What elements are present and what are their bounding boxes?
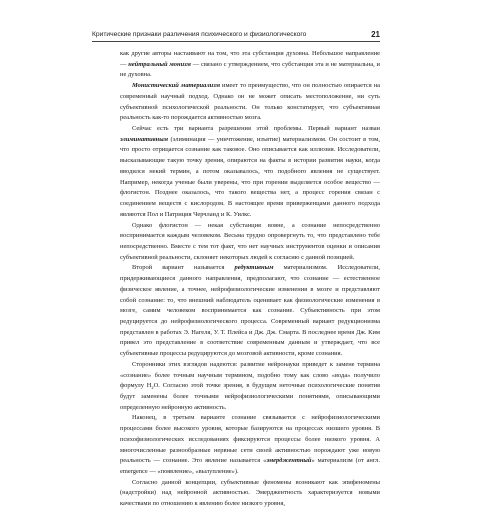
text-run: (элиминация — уничтожение, изъятие) материализмом. Он состоит в том, что просто отрицается сознание как таковое. Оно описывается как иллюзия. Исследователи, высказывающие такую точку зрения, опираются на факты в истории развития науки, когда вводился некий термин, а потом оказывалось, что подобного явления не существует. Например, некогда ученые были уверены, что при горении выделяется особое вещество — флогистон. Позднее оказалось, что такого вещества нет, а процесс горения связан с соединением веществ с кислородом. В настоящее время приверженцами данного подхода являются Пол и Патриция Черчланд и К. Уилкс. [120, 135, 380, 218]
text-run: Наконец, в третьем варианте сознание связывается с нейрофизиологическими процессами более высокого уровня, которые базируются на процессах низшего уровня. В психофизиологических исследованиях фиксируются процессы более низкого уровня. А многочисленные разнообразные нервные сети своей активностью порождают уже новую реальность — сознание. Это явление называется « [120, 414, 380, 465]
paragraph [120, 81, 380, 124]
text-run: O. Согласно этой точке зрения, в будущем неточные психологические понятия будут заменены более точными нейрофизиологическими понятиями, описывающими определенную нейронную активность. [120, 382, 380, 411]
paragraph [120, 413, 380, 477]
text-run: как другие авторы настаивают на том, что эта субстанция духовна. Небольшое направление — [120, 50, 380, 68]
text-run: Сейчас есть три варианта разрешения этой проблемы. Первый вариант назван [132, 125, 380, 133]
paragraph [120, 478, 380, 510]
emphasized-term: редуктивным [234, 264, 274, 272]
paragraph [120, 360, 380, 414]
text-run: — связано с утверждением, что субстанция эта и не материальна, и не духовна. [120, 60, 380, 79]
text-run: Сторонники этих взглядов надеются: развитие нейронауки приведет к замене термина «сознание» более точным научным термином, подобно тому как слово «вода» получило формулу H [120, 360, 380, 390]
page-number: 21 [371, 30, 380, 39]
text-run: имеет то преимущество, что он полностью опирается на современный научный подход. Однако он не может описать местоположение, ни суть субъективной психологической реальности. Он только констатирует, что субъективная реальность как-то порождается активностью мозга. [120, 82, 381, 122]
body-text [120, 49, 380, 510]
paragraph [120, 49, 380, 81]
text-run: Согласно данной концепции, субъективные феномены возникают как эпифеномены (надстройки) над нейронной активностью. Эмерджентность характеризуется новыми качествами по отношению к явлению более низкого уровня, [120, 478, 380, 508]
running-header [92, 27, 380, 42]
text-run: » материализм (от англ. emergence — «появление», «вылупление»). [120, 457, 381, 476]
emphasized-term: элиминативным [120, 135, 169, 143]
emphasized-term: Монистический материализм [132, 82, 220, 90]
running-header-title: Критические признаки различения психического и физиологического [92, 31, 307, 38]
text-run: Второй вариант называется [132, 264, 235, 272]
subscript: 2 [151, 385, 154, 391]
text-run: Однако флогистон — некая субстанция вовне, а сознание непосредственно воспринимается каждым человеком. Весьма трудно опровергнуть то, что представлено тебе непосредственно. Вместе с тем тот факт, что нет научных инструментов оценки и описания субъективной реальности, склоняет некоторых людей к согласию с данной позицией. [120, 221, 380, 261]
emphasized-term: нейтральный монизм [128, 60, 191, 68]
paragraph [120, 263, 380, 359]
paragraph [120, 124, 380, 220]
emphasized-term: эмерджентный [266, 457, 312, 465]
paragraph [120, 221, 380, 264]
text-run: материализмом. Исследователи, придерживающиеся данного направления, предполагают, что сознание — естественное физическое явление, а точнее, нейрофизиологические изменения в мозге и представляют собой сознание: то, что внешний наблюдатель оценивает как физиологические изменения в мозге, самим человеком воспринимается как сознание. Субъективность при этом редуцируется до нейрофизиологического процесса. Современный вариант редукционизма представлен в работах Э. Нагеля, У. Т. Плейса и Дж. Дж. Смарта. В последнее время Дж. Ким привел это представление в соответствие современным данным и утверждает, что все субъективные процессы редуцируются до мозговой активности, кроме сознания. [120, 264, 380, 358]
